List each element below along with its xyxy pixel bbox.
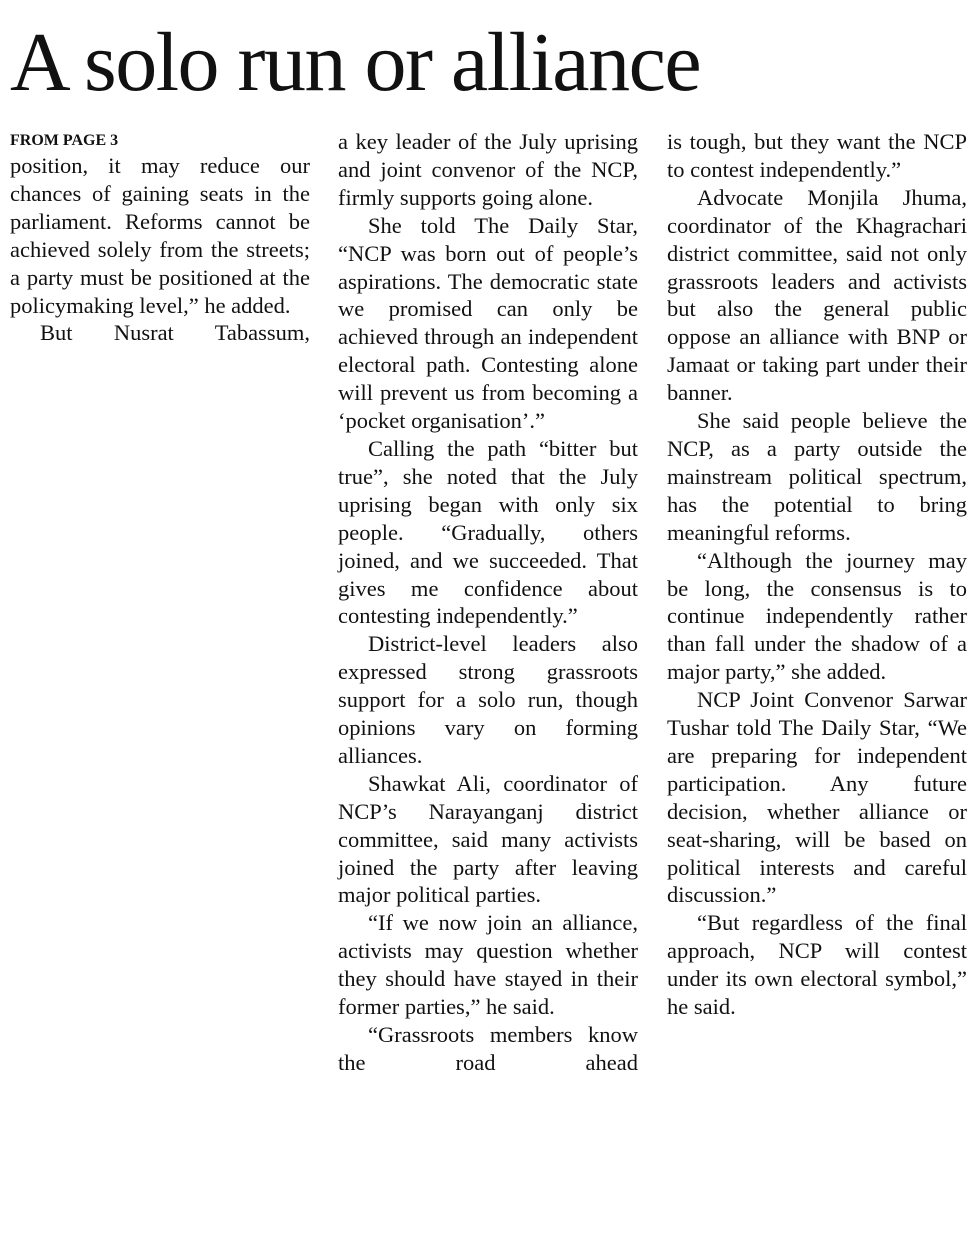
article-column-3 (667, 128, 967, 1021)
headline: A solo run or alliance (10, 16, 701, 109)
paragraph: “Grassroots members know the road ahead (338, 1022, 638, 1075)
paragraph: But Nusrat Tabassum, (40, 320, 310, 346)
jump-line: FROM PAGE 3 (10, 132, 119, 149)
paragraph: “Although the journey may be long, the consensus is to continue independently rather than fall under the shadow of a major party,” she added. (667, 547, 967, 685)
paragraph: “But regardless of the final approach, NCP will contest under its own electoral symbol,” he said. (667, 910, 967, 1020)
paragraph: Shawkat Ali, coordinator of NCP’s Narayanganj district committee, said many activists joined the party after leaving major political parties. (338, 770, 638, 908)
paragraph: She told The Daily Star, “NCP was born out of people’s aspirations. The democratic state we promised can only be achieved through an independent electoral path. Contesting alone will prevent us from becoming a ‘pocket organisation’.” (338, 212, 638, 434)
paragraph: position, it may reduce our chances of gaining seats in the parliament. Reforms cannot be achieved solely from the streets; a party must be positioned at the policymaking level,” he added. (10, 153, 310, 318)
paragraph: Advocate Monjila Jhuma, coordinator of the Khagrachari district committee, said not only grassroots leaders and activists but also the general public oppose an alliance with BNP or Jamaat or taking part under their banner. (667, 184, 967, 406)
paragraph: She said people believe the NCP, as a party outside the mainstream political spectrum, has the potential to bring meaningful reforms. (667, 408, 967, 545)
article-column-1 (10, 128, 310, 347)
paragraph: District-level leaders also expressed strong grassroots support for a solo run, though opinions vary on forming alliances. (338, 631, 638, 768)
paragraph: Calling the path “bitter but true”, she noted that the July uprising began with only six people. “Gradually, others joined, and we succeeded. That gives me confidence about contesting independently.” (338, 435, 638, 629)
article-column-2 (338, 128, 638, 1077)
paragraph: a key leader of the July uprising and joint convenor of the NCP, firmly supports going alone. (338, 129, 638, 210)
paragraph: NCP Joint Convenor Sarwar Tushar told The Daily Star, “We are preparing for independent participation. Any future decision, whether alliance or seat-sharing, will be based on political interests and careful discussion.” (667, 687, 967, 908)
paragraph: is tough, but they want the NCP to contest independently.” (667, 129, 967, 182)
paragraph: “If we now join an alliance, activists may question whether they should have stayed in their former parties,” he said. (338, 910, 638, 1020)
